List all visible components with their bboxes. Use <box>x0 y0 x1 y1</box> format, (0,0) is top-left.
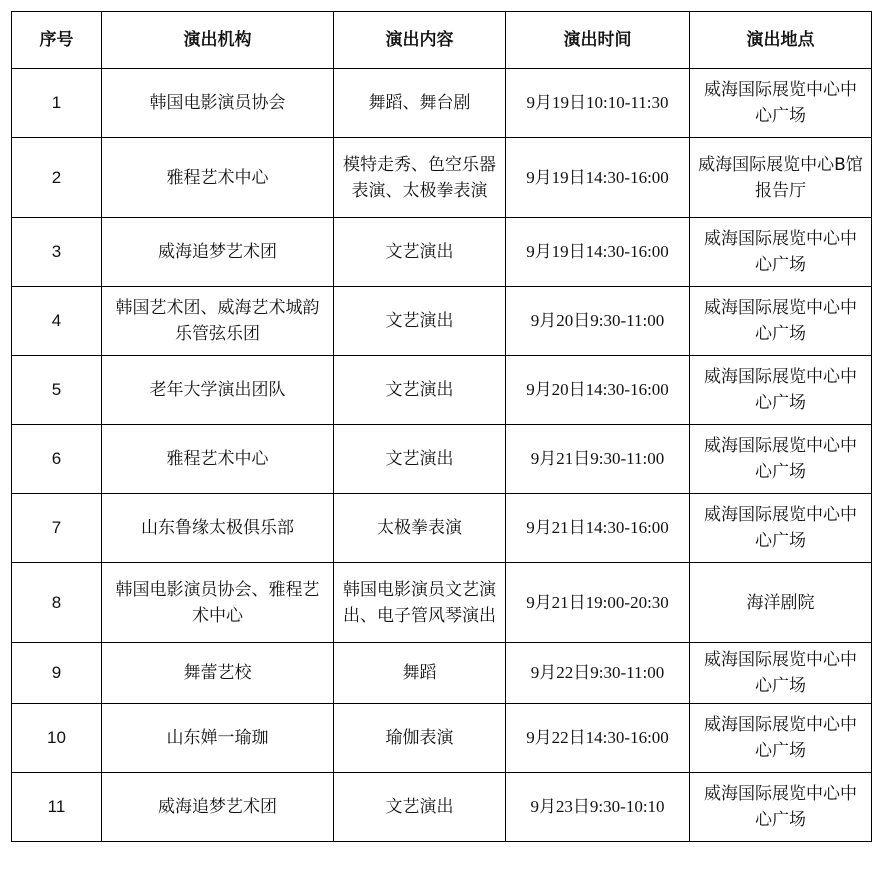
row-content: 韩国电影演员文艺演出、电子管风琴演出 <box>334 563 506 643</box>
row-content: 太极拳表演 <box>334 494 506 563</box>
row-place: 威海国际展览中心B馆报告厅 <box>690 138 872 218</box>
row-place: 威海国际展览中心中心广场 <box>690 643 872 704</box>
table-row <box>12 425 872 494</box>
row-content: 舞蹈 <box>334 643 506 704</box>
row-time: 9月19日14:30-16:00 <box>506 138 690 218</box>
row-org: 山东鲁缘太极俱乐部 <box>102 494 334 563</box>
row-time: 9月21日19:00-20:30 <box>506 563 690 643</box>
row-place: 威海国际展览中心中心广场 <box>690 287 872 356</box>
table-row <box>12 494 872 563</box>
row-content: 文艺演出 <box>334 425 506 494</box>
table-row <box>12 218 872 287</box>
row-no: 7 <box>12 494 102 563</box>
row-time: 9月21日14:30-16:00 <box>506 494 690 563</box>
row-content: 模特走秀、色空乐器表演、太极拳表演 <box>334 138 506 218</box>
row-no: 5 <box>12 356 102 425</box>
row-time: 9月19日14:30-16:00 <box>506 218 690 287</box>
row-org: 老年大学演出团队 <box>102 356 334 425</box>
row-time: 9月22日9:30-11:00 <box>506 643 690 704</box>
row-place: 威海国际展览中心中心广场 <box>690 494 872 563</box>
table-row <box>12 356 872 425</box>
row-no: 6 <box>12 425 102 494</box>
row-place: 威海国际展览中心中心广场 <box>690 69 872 138</box>
row-content: 文艺演出 <box>334 218 506 287</box>
row-content: 文艺演出 <box>334 287 506 356</box>
header-content: 演出内容 <box>334 12 506 69</box>
header-place: 演出地点 <box>690 12 872 69</box>
row-org: 山东婵一瑜珈 <box>102 704 334 773</box>
row-no: 2 <box>12 138 102 218</box>
row-no: 8 <box>12 563 102 643</box>
row-content: 瑜伽表演 <box>334 704 506 773</box>
row-org: 舞蕾艺校 <box>102 643 334 704</box>
row-org: 威海追梦艺术团 <box>102 218 334 287</box>
table-row <box>12 287 872 356</box>
row-time: 9月20日9:30-11:00 <box>506 287 690 356</box>
row-place: 海洋剧院 <box>690 563 872 643</box>
table-row <box>12 704 872 773</box>
row-place: 威海国际展览中心中心广场 <box>690 773 872 842</box>
row-place: 威海国际展览中心中心广场 <box>690 218 872 287</box>
row-no: 1 <box>12 69 102 138</box>
performance-schedule-table <box>11 11 872 842</box>
row-time: 9月19日10:10-11:30 <box>506 69 690 138</box>
table-row <box>12 563 872 643</box>
header-time: 演出时间 <box>506 12 690 69</box>
table-row <box>12 138 872 218</box>
row-content: 文艺演出 <box>334 773 506 842</box>
row-org: 雅程艺术中心 <box>102 138 334 218</box>
row-no: 9 <box>12 643 102 704</box>
table-row <box>12 643 872 704</box>
header-no: 序号 <box>12 12 102 69</box>
row-org: 韩国电影演员协会、雅程艺术中心 <box>102 563 334 643</box>
table-row <box>12 773 872 842</box>
header-org: 演出机构 <box>102 12 334 69</box>
row-no: 4 <box>12 287 102 356</box>
row-time: 9月21日9:30-11:00 <box>506 425 690 494</box>
row-time: 9月23日9:30-10:10 <box>506 773 690 842</box>
row-place: 威海国际展览中心中心广场 <box>690 704 872 773</box>
row-no: 10 <box>12 704 102 773</box>
table-row <box>12 69 872 138</box>
row-time: 9月22日14:30-16:00 <box>506 704 690 773</box>
row-no: 3 <box>12 218 102 287</box>
row-time: 9月20日14:30-16:00 <box>506 356 690 425</box>
row-org: 韩国艺术团、威海艺术城韵乐管弦乐团 <box>102 287 334 356</box>
row-place: 威海国际展览中心中心广场 <box>690 356 872 425</box>
table-header-row <box>12 12 872 69</box>
row-content: 舞蹈、舞台剧 <box>334 69 506 138</box>
row-no: 11 <box>12 773 102 842</box>
row-org: 雅程艺术中心 <box>102 425 334 494</box>
row-content: 文艺演出 <box>334 356 506 425</box>
row-org: 韩国电影演员协会 <box>102 69 334 138</box>
row-org: 威海追梦艺术团 <box>102 773 334 842</box>
row-place: 威海国际展览中心中心广场 <box>690 425 872 494</box>
